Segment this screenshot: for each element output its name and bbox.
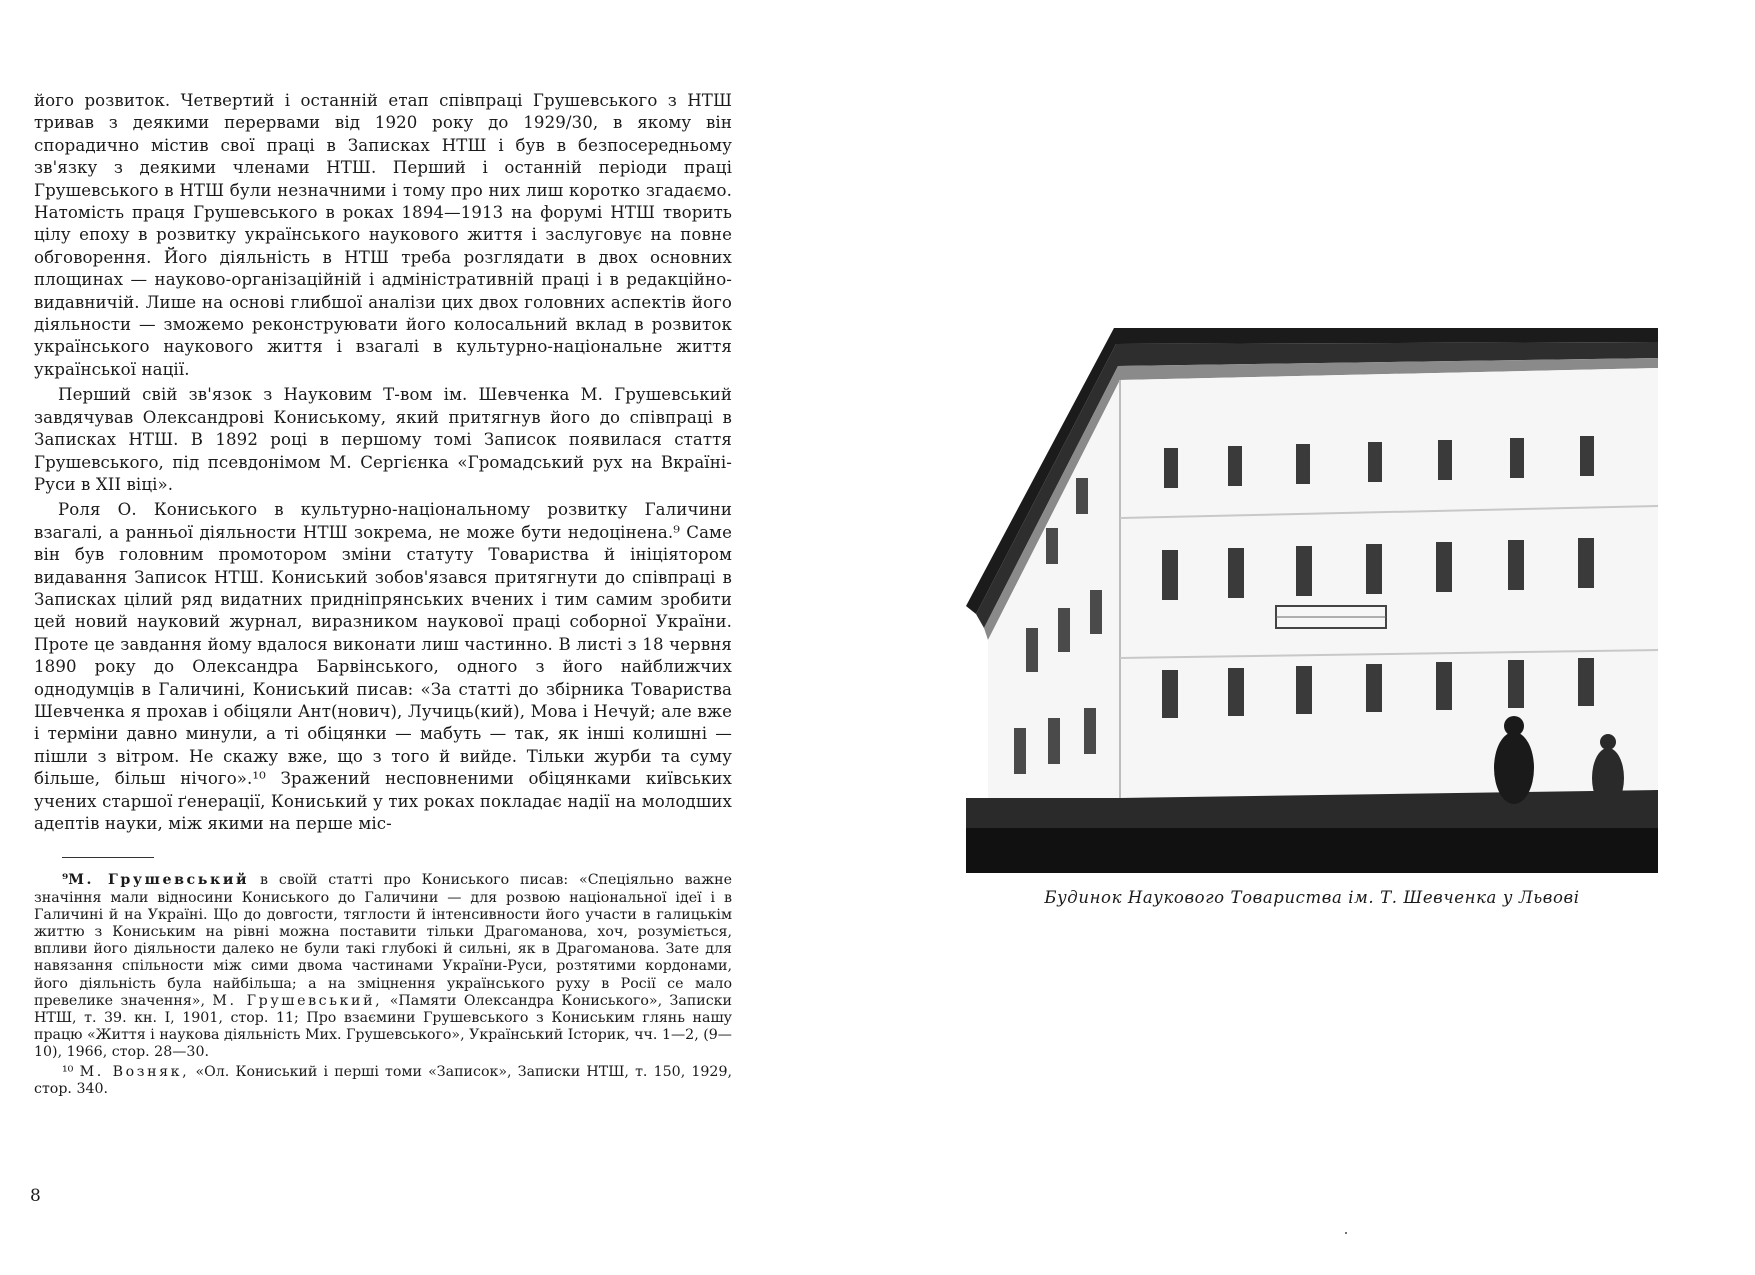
photo-caption: Будинок Наукового Товариства ім. Т. Шевченка у Львові — [1044, 888, 1580, 907]
page-number: 8 — [30, 1186, 41, 1206]
paragraph-2: Перший свій зв'язок з Науковим Т-вом ім. Шевченка М. Грушевський завдячував Олександрові Кониському, який притягнув його до співпраці в Записках НТШ. В 1892 році в першому томі Записок появилася стаття Грушевського, під псевдонімом М. Сергієнка «Громадський рух на Вкраїні-Руси в XII віці». — [34, 385, 732, 494]
paragraph-3: Роля О. Кониського в культурно-національному розвитку Галичини взагалі, а ранньої діяльности НТШ зокрема, не може бути недоцінена.⁹ Саме він був головним промотором зміни статуту Товариства й ініціятором видавання Записок НТШ. Кониський зобов'язався притягнути до співпраці в Записках цілий ряд видатних придніпрянських вчених і тим самим зробити цей новий науковий журнал, виразником наукової праці соборної України. Проте це завдання йому вдалося виконати лиш частинно. В листі з 18 червня 1890 року до Олександра Барвінського, одного з його найближчих однодумців в Галичині, Кониський писав: «За статті до збірника Товариства Шевченка я прохав і обіцяли Ант(нович), Лучиць(кий), Мова і Нечуй; але вже і терміни давно минули, а ті обіцянки — мабуть — так, як інші колишні — пішли з вітром. Не скажу вже, що з того й вийде. Тільки журби та суму більше, більш нічого».¹⁰ Зражений несповненими обіцянками київських учених старшої ґенерації, Кониський у тих роках покладає надії на молодших адептів науки, між якими на перше міс- — [34, 500, 732, 833]
left-page — [34, 90, 732, 1098]
footnote-9-author2: М. Грушевський, — [212, 992, 383, 1009]
footnote-9-marker: ⁹ — [62, 872, 69, 889]
footnotes — [34, 872, 732, 1098]
footnote-10 — [34, 1064, 732, 1098]
footnote-9-text2: «Памяти Олександра Кониського», Записки НТШ, т. 39. кн. I, 1901, стор. 11; Про взаємини Грушевського з Кониським глянь нашу працю «Життя і наукова діяльність Мих. Грушевського», Український Історик, чч. 1—2, (9—10), 1966, стор. 28—30. — [34, 992, 732, 1061]
footnote-divider — [62, 857, 154, 858]
building-photo — [966, 328, 1658, 873]
footnote-10-marker: ¹⁰ — [62, 1063, 74, 1080]
paragraph-1: його розвиток. Четвертий і останній етап співпраці Грушевського з НТШ тривав з деякими перервами від 1920 року до 1929/30, в якому він спорадично містив свої праці в Записках НТШ і був в безпосередньому зв'язку з деякими членами НТШ. Перший і останній періоди праці Грушевського в НТШ були незначними і тому про них лиш коротко згадаємо. Натомість праця Грушевського в роках 1894—1913 на форумі НТШ творить цілу епоху в розвитку українського наукового життя і заслуговує на повне обговорення. Його діяльність в НТШ треба розглядати в двох основних площинах — науково-організаційній і адміністративній праці і в редакційно-видавничій. Лише на основі глибшої аналізи цих двох головних аспектів його діяльности — зможемо реконструювати його колосальний вклад в розвиток українського наукового життя і взагалі в культурно-національне життя української нації. — [34, 91, 732, 379]
footnote-10-author: М. Возняк, — [79, 1063, 190, 1080]
footnote-9-author: М. Грушевський — [68, 872, 250, 889]
building-photo-drawing — [966, 328, 1658, 873]
footnote-10-text: «Ол. Кониський і перші томи «Записок», Записки НТШ, т. 150, 1929, стор. 340. — [34, 1063, 732, 1097]
body-text — [34, 90, 732, 835]
scan-speck — [1345, 1232, 1347, 1234]
footnote-9-text: в своїй статті про Кониського писав: «Спеціяльно важне значіння мали відносини Кониського до Галичини — для розвою національної ідеї і в Галичині й на Україні. Що до довгости, тяглости й інтенсивности його участи в галицькім життю з Кониським на рівні можна поставити тільки Драгоманова, хоч, розуміється, впливи його діяльности далеко не були такі глубокі й сильні, як в Драгоманова. Зате для навязання спільности між сими двома частинами України-Руси, розтятими кордонами, його діяльність була найбільша; а на зміцнення українського руху в Росії се мало превелике значення», — [34, 872, 732, 1009]
footnote-9 — [34, 872, 732, 1061]
